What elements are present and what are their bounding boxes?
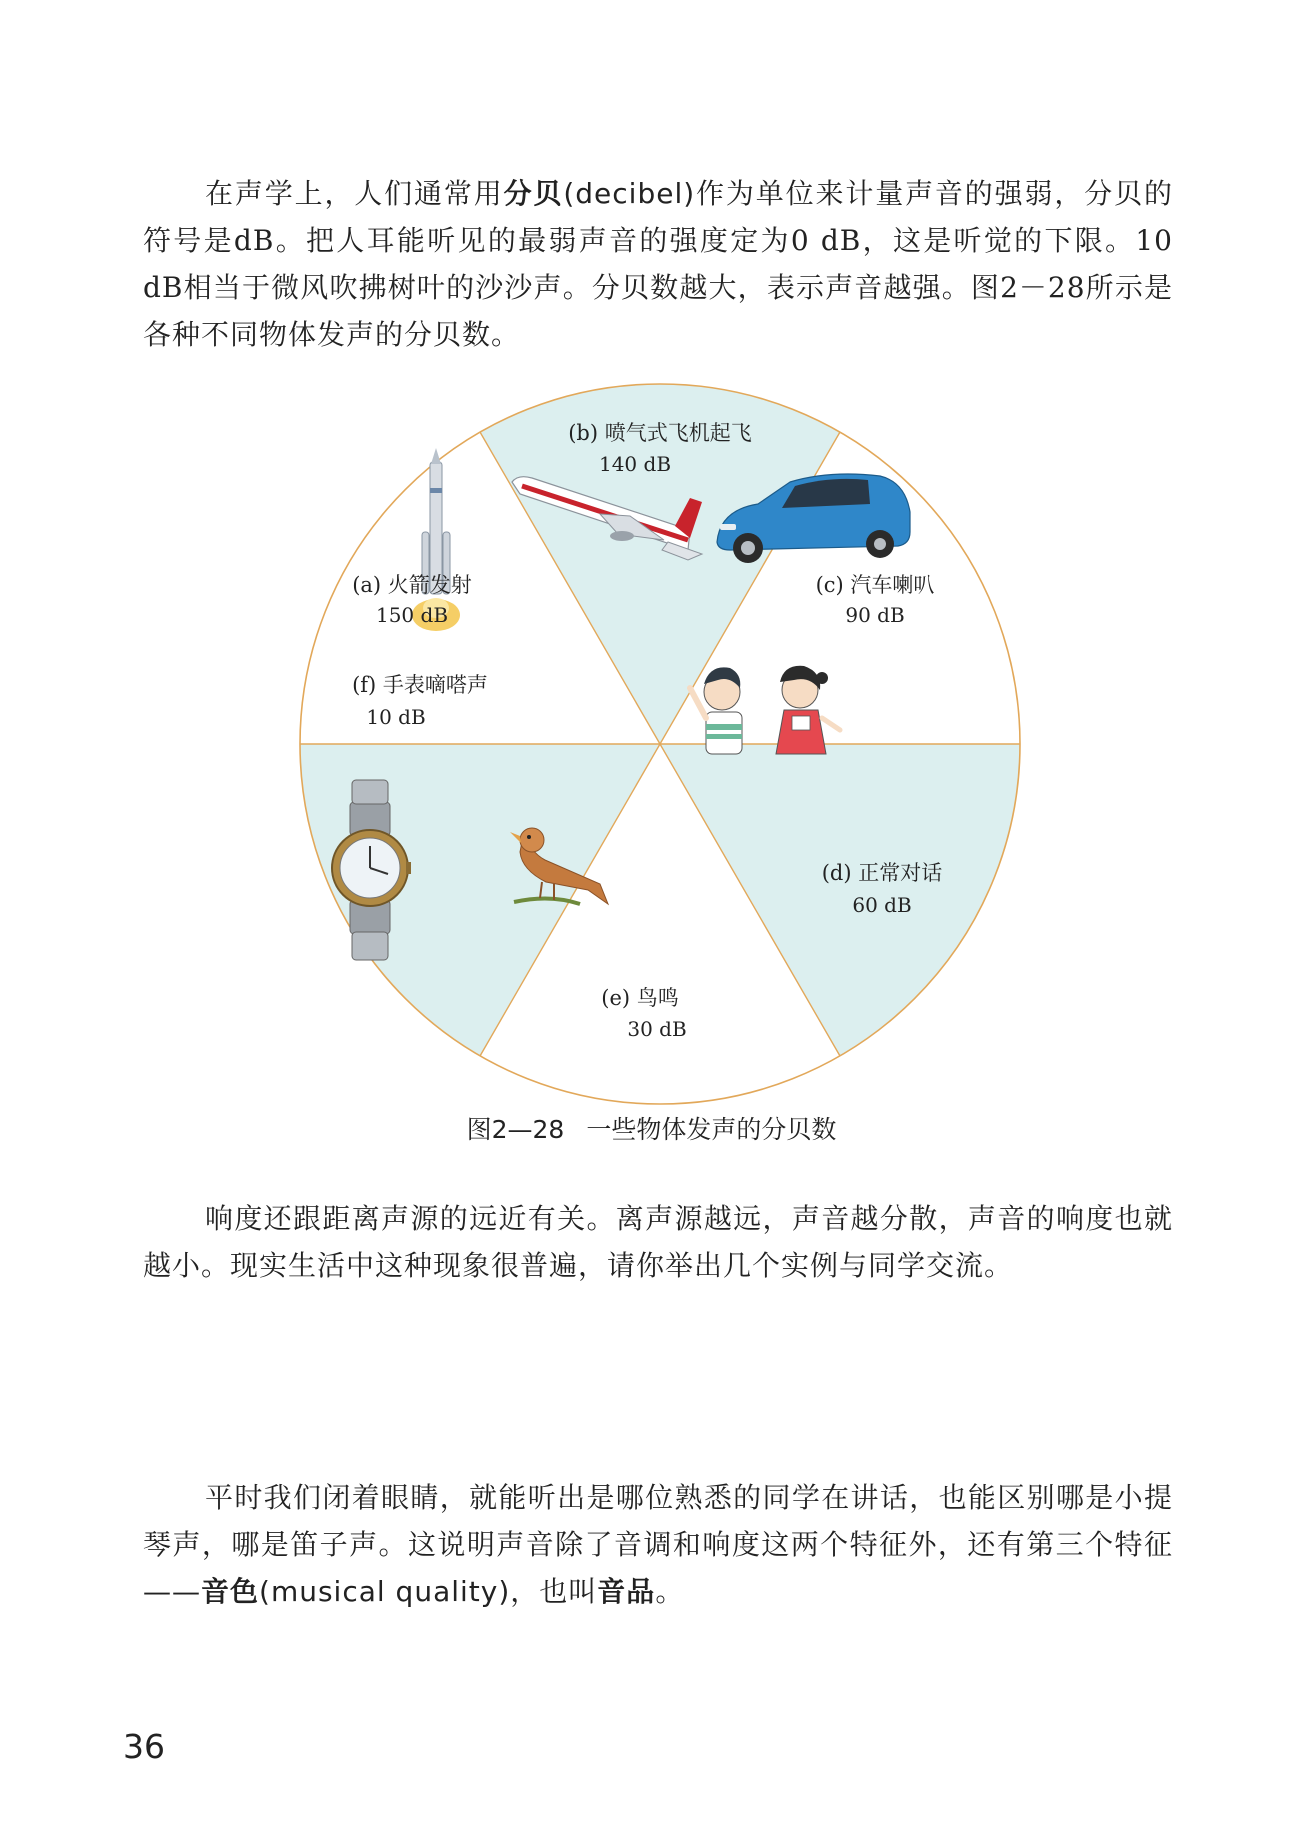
figure-caption [0, 1115, 1303, 1145]
term-tone-quality: 音品 [597, 1575, 656, 1608]
figure-number: 图2—28 [466, 1115, 565, 1144]
value-e: 30 dB [627, 1017, 687, 1041]
p3-text-a: 平时我们闭着眼睛，就能听出是哪位熟悉的同学在讲话，也能区别哪是小提琴声，哪是笛子声。这说明声音除了音调和响度这两个特征外，还有第三个特征—— [143, 1481, 1173, 1608]
value-a: 150 dB [375, 603, 449, 627]
page-number: 36 [123, 1727, 165, 1766]
value-c: 90 dB [845, 603, 905, 627]
label-f: (f) 手表嘀嗒声 [352, 673, 488, 697]
p3-text-f: 。 [655, 1575, 685, 1608]
label-a: (a) 火箭发射 [352, 573, 472, 597]
label-d: (d) 正常对话 [821, 861, 943, 885]
label-e: (e) 鸟鸣 [601, 986, 679, 1010]
p1-text-d: 作为单位来计量声音的强弱，分贝的符号是dB。把人耳能听见的最弱声音的强度定为0 dB，这是听觉的下限。10 dB相当于微风吹拂树叶的沙沙声。分贝数越大，表示声音越强。图2－28所示是各种不同物体发声的分贝数。 [143, 177, 1173, 351]
figure-title: 一些物体发声的分贝数 [586, 1115, 837, 1144]
value-f: 10 dB [366, 705, 426, 729]
paragraph-decibel-intro [143, 170, 1173, 358]
value-d: 60 dB [852, 893, 912, 917]
people-icon [690, 666, 840, 754]
sector-d [660, 744, 1020, 1056]
term-timbre: 音色 [201, 1575, 260, 1608]
p3-text-d: ，也叫 [510, 1575, 598, 1608]
paragraph-timbre [143, 1474, 1173, 1615]
p1-text-a: 在声学上，人们通常用 [205, 177, 504, 210]
term-decibel-english: (decibel) [563, 177, 696, 210]
value-b: 140 dB [598, 452, 672, 476]
paragraph-distance: 响度还跟距离声源的远近有关。离声源越远，声音越分散，声音的响度也就越小。现实生活中这种现象很普遍，请你举出几个实例与同学交流。 [143, 1202, 1173, 1282]
term-decibel: 分贝 [503, 177, 564, 210]
decibel-figure [270, 382, 1050, 1106]
label-b: (b) 喷气式飞机起飞 [568, 421, 752, 445]
label-c: (c) 汽车喇叭 [815, 573, 935, 597]
term-timbre-english: (musical quality) [259, 1575, 511, 1608]
